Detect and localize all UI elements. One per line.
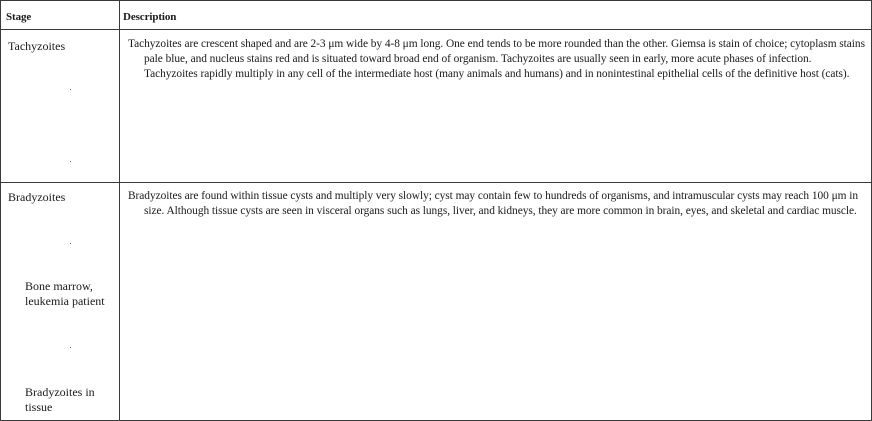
table-row-tachyzoites: [1, 30, 871, 183]
caption-bradyzoites-in-tissue: Bradyzoites in tissue: [25, 385, 95, 414]
column-header-stage: Stage: [6, 11, 32, 23]
caption-bone-marrow: Bone marrow, leukemia patient: [25, 279, 105, 308]
table-header-row: [1, 1, 871, 30]
image-placeholder-dot: [70, 347, 71, 348]
column-header-description: Description: [123, 11, 177, 23]
description-cell-bradyzoites: [120, 183, 871, 420]
stage-label-bradyzoites: Bradyzoites: [8, 190, 66, 204]
stage-cell-tachyzoites: [1, 30, 120, 182]
description-text-tachyzoites: Tachyzoites are crescent shaped and are 2-3 μm wide by 4-8 μm long. One end tends to be more rounded than the other. Giemsa is stain of choice; cytoplasm stains pale blue, and nucleus stains red and is situated toward broad end of organism. Tachyzoites are usually seen in early, more acute phases of infection. Tachyzoites rapidly multiply in any cell of the intermediate host (many animals and humans) and in nonintestinal epithelial cells of the definitive host (cats).: [128, 38, 865, 80]
table-row-bradyzoites: [1, 183, 871, 420]
stage-cell-bradyzoites: [1, 183, 120, 420]
header-cell-stage: [1, 1, 120, 29]
image-placeholder-dot: [70, 243, 71, 244]
stage-label-tachyzoites: Tachyzoites: [8, 39, 66, 53]
header-cell-description: [120, 1, 871, 29]
image-placeholder-dot: [70, 161, 71, 162]
description-text-bradyzoites: Bradyzoites are found within tissue cysts and multiply very slowly; cyst may contain few to hundreds of organisms, and intramuscular cysts may reach 100 μm in size. Although tissue cysts are seen in visceral organs such as lungs, liver, and kidneys, they are more common in brain, eyes, and skeletal and cardiac muscle.: [128, 190, 859, 217]
image-placeholder-dot: [70, 89, 71, 90]
description-cell-tachyzoites: [120, 30, 871, 182]
